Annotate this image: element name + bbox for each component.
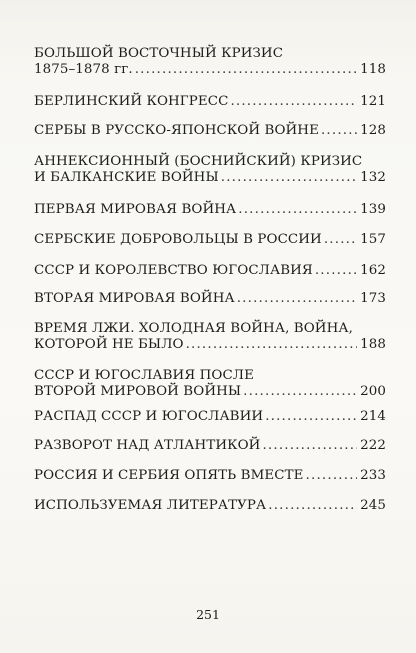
toc-page-number: 222 [360, 438, 386, 453]
toc-page-number: 214 [360, 409, 386, 424]
dot-leader [230, 94, 357, 110]
toc-entry-title: БОЛЬШОЙ ВОСТОЧНЫЙ КРИЗИС [34, 46, 284, 61]
toc-entry-title: СССР И КОРОЛЕВСТВО ЮГОСЛАВИЯ [34, 263, 313, 278]
toc-entry [34, 468, 386, 484]
toc-page-number: 157 [360, 232, 386, 247]
dot-leader [243, 384, 357, 400]
toc-page-number: 233 [360, 468, 386, 483]
toc-entry-title: И БАЛКАНСКИЕ ВОЙНЫ [34, 170, 219, 185]
toc-entry-title: ИСПОЛЬЗУЕМАЯ ЛИТЕРАТУРА [34, 498, 267, 513]
toc-page-number: 118 [360, 62, 386, 77]
dot-leader [262, 438, 357, 454]
page-number: 251 [196, 607, 220, 622]
dot-leader [237, 291, 357, 307]
toc-entry-title: АННЕКСИОННЫЙ (БОСНИЙСКИЙ) КРИЗИС [34, 154, 363, 169]
dot-leader [265, 409, 357, 425]
toc-entry-title: ВТОРАЯ МИРОВАЯ ВОЙНА [34, 291, 235, 306]
toc-entry-title: СЕРБСКИЕ ДОБРОВОЛЬЦЫ В РОССИИ [34, 232, 322, 247]
toc-entry-line [34, 232, 386, 248]
toc-entry [34, 368, 386, 400]
toc-entry-line [34, 154, 386, 170]
toc-entry [34, 409, 386, 425]
toc-entry [34, 123, 386, 139]
toc-entry-line [34, 94, 386, 110]
toc-page-number: 139 [360, 202, 386, 217]
toc-entry-line [34, 46, 386, 62]
toc-entry [34, 154, 386, 186]
toc-entry-title: БЕРЛИНСКИЙ КОНГРЕСС [34, 94, 229, 109]
toc-entry-line [34, 263, 386, 279]
toc-page-number: 162 [360, 263, 386, 278]
toc-entry-title: 1875–1878 гг. [34, 62, 133, 77]
toc-entry [34, 46, 386, 78]
toc-entry-title: ВРЕМЯ ЛЖИ. ХОЛОДНАЯ ВОЙНА, ВОЙНА, [34, 321, 353, 336]
toc-entry-line [34, 62, 386, 78]
dot-leader [268, 498, 357, 514]
toc-page-number: 245 [360, 498, 386, 513]
toc-page-number: 132 [360, 170, 386, 185]
toc-entry-line [34, 123, 386, 139]
toc-entry-line [34, 468, 386, 484]
toc-entry [34, 232, 386, 248]
dot-leader [238, 202, 357, 218]
toc-entry [34, 438, 386, 454]
toc-page-number: 121 [360, 94, 386, 109]
toc-entry [34, 321, 386, 353]
toc-entry-line [34, 409, 386, 425]
toc-entry-line [34, 170, 386, 186]
toc-entry-title: РАЗВОРОТ НАД АТЛАНТИКОЙ [34, 438, 261, 453]
toc-page-number: 200 [360, 384, 386, 399]
toc-entry-title: ВТОРОЙ МИРОВОЙ ВОЙНЫ [34, 384, 242, 399]
toc-entry [34, 202, 386, 218]
toc-entry-line [34, 337, 386, 353]
toc-entry-line [34, 384, 386, 400]
toc-entry-title: РОССИЯ И СЕРБИЯ ОПЯТЬ ВМЕСТЕ [34, 468, 304, 483]
toc-entry-line [34, 202, 386, 218]
dot-leader [306, 468, 358, 484]
toc-page-number: 188 [360, 337, 386, 352]
toc-entry-title: РАСПАД СССР И ЮГОСЛАВИИ [34, 409, 264, 424]
toc-entry-line [34, 291, 386, 307]
toc-entry-title: КОТОРОЙ НЕ БЫЛО [34, 337, 184, 352]
dot-leader [186, 337, 358, 353]
toc-page-number: 173 [360, 291, 386, 306]
dot-leader [315, 263, 357, 279]
toc-entry [34, 291, 386, 307]
toc-page-number: 128 [360, 123, 386, 138]
toc-entry-line [34, 368, 386, 384]
toc-entry-title: СССР И ЮГОСЛАВИЯ ПОСЛЕ [34, 368, 254, 383]
toc-entry [34, 263, 386, 279]
toc-entry-title: СЕРБЫ В РУССКО-ЯПОНСКОЙ ВОЙНЕ [34, 123, 319, 138]
toc-entry [34, 498, 386, 514]
dot-leader [135, 62, 357, 78]
dot-leader [324, 232, 357, 248]
toc-entry-line [34, 498, 386, 514]
dot-leader [221, 170, 357, 186]
toc-entry-line [34, 438, 386, 454]
toc-entry [34, 94, 386, 110]
dot-leader [321, 123, 357, 139]
toc-entry-line [34, 321, 386, 337]
toc-entry-title: ПЕРВАЯ МИРОВАЯ ВОЙНА [34, 202, 237, 217]
